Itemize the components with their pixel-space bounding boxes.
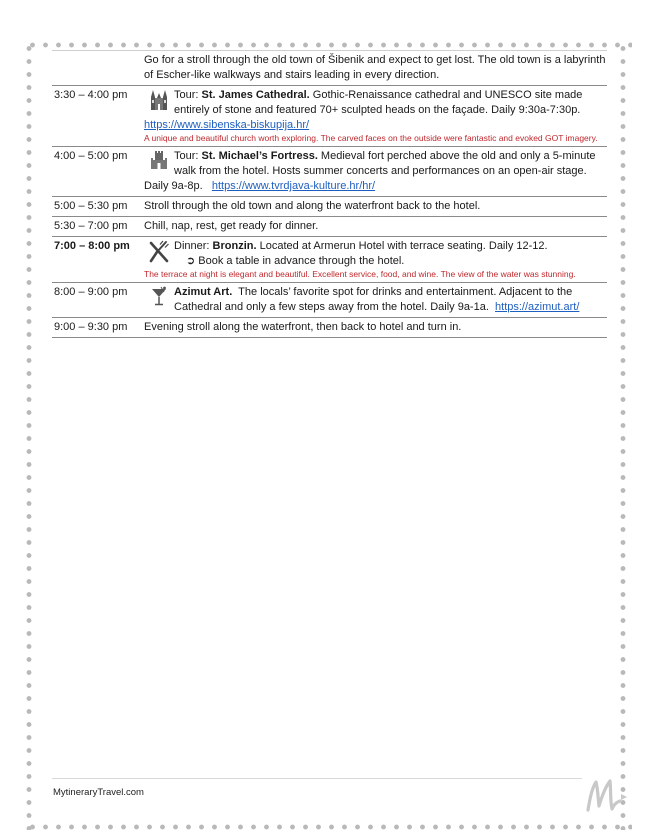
row-text: Stroll through the old town and along the waterfront back to the hotel. bbox=[144, 200, 481, 212]
row-text: Evening stroll along the waterfront, then back to hotel and turn in. bbox=[144, 321, 462, 333]
itinerary-row bbox=[52, 197, 607, 217]
row-lead: Tour: bbox=[174, 150, 202, 162]
row-lead: Dinner: bbox=[174, 240, 213, 252]
review-note: The terrace at night is elegant and beautiful. Excellent service, food, and wine. The view of the water was stunning. bbox=[144, 269, 576, 279]
row-detail: Medieval fort perched above the old and only a 5-minute walk from the hotel. Hosts summer concerts and performances on an open-air stage. bbox=[174, 150, 596, 177]
dotted-border-bottom bbox=[26, 824, 632, 830]
row-detail: Located at Armerun Hotel with terrace seating. Daily 12-12. bbox=[256, 240, 548, 252]
row-description bbox=[144, 199, 607, 214]
row-time bbox=[52, 53, 144, 83]
row-time: 4:00 – 5:00 pm bbox=[54, 150, 128, 162]
row-detail: The locals’ favorite spot for drinks and entertainment. Adjacent to the Cathedral and only a few steps away from the hotel. Daily 9a-1a. bbox=[174, 286, 576, 313]
booking-tip: ➲ Book a table in advance through the hotel. bbox=[186, 255, 405, 267]
row-description bbox=[144, 88, 607, 144]
row-description bbox=[144, 239, 607, 280]
cathedral-link[interactable]: https://www.sibenska-biskupija.hr/ bbox=[144, 119, 310, 131]
row-hours: Daily 9a-8p. bbox=[144, 180, 212, 192]
row-time: 5:30 – 7:00 pm bbox=[54, 220, 128, 232]
dotted-border-left bbox=[26, 42, 32, 830]
itinerary-row bbox=[52, 237, 607, 283]
footer-site[interactable]: MytineraryTravel.com bbox=[53, 787, 144, 798]
dotted-border-right bbox=[620, 42, 626, 830]
row-text bbox=[174, 285, 607, 315]
cocktail-icon bbox=[144, 285, 174, 315]
row-text: Chill, nap, rest, get ready for dinner. bbox=[144, 220, 319, 232]
row-description bbox=[144, 149, 607, 194]
row-time: 7:00 – 8:00 pm bbox=[54, 240, 130, 252]
itinerary-row bbox=[52, 217, 607, 237]
row-text bbox=[174, 88, 607, 118]
fork-knife-icon bbox=[144, 239, 174, 269]
row-text: Go for a stroll through the old town of Šibenik and expect to get lost. The old town is a labyrinth of Escher-like walkways and stairs leading in every direction. bbox=[144, 54, 606, 81]
m-logo-icon bbox=[582, 776, 632, 821]
itinerary-row bbox=[52, 86, 607, 147]
itinerary-row bbox=[52, 318, 607, 338]
place-name: St. James Cathedral. bbox=[201, 89, 310, 101]
itinerary-table bbox=[52, 50, 607, 338]
row-description bbox=[144, 320, 607, 335]
row-detail: Gothic-Renaissance cathedral and UNESCO site made entirely of stone and featured 70+ sculpted heads on the façade. Daily 9:30a-7:30p. bbox=[174, 89, 583, 116]
azimut-link[interactable]: https://azimut.art/ bbox=[495, 301, 580, 313]
row-lead: Tour: bbox=[174, 89, 202, 101]
place-name: St. Michael’s Fortress. bbox=[201, 150, 318, 162]
fortress-link[interactable]: https://www.tvrdjava-kulture.hr/hr/ bbox=[211, 180, 376, 192]
row-description bbox=[144, 285, 607, 315]
row-time: 3:30 – 4:00 pm bbox=[54, 89, 128, 101]
footer-divider bbox=[52, 778, 582, 779]
dotted-border-top bbox=[26, 42, 632, 48]
row-time: 9:00 – 9:30 pm bbox=[54, 321, 128, 333]
row-text bbox=[174, 149, 607, 179]
row-text bbox=[174, 239, 607, 269]
itinerary-row bbox=[52, 50, 607, 86]
cathedral-icon bbox=[144, 88, 174, 118]
row-description bbox=[144, 219, 607, 234]
review-note: A unique and beautiful church worth exploring. The carved faces on the outside were fantastic and evoked GOT imagery. bbox=[144, 133, 598, 143]
itinerary-row bbox=[52, 147, 607, 197]
row-description bbox=[144, 53, 607, 83]
row-time: 8:00 – 9:00 pm bbox=[54, 286, 128, 298]
row-time: 5:00 – 5:30 pm bbox=[54, 200, 128, 212]
fortress-icon bbox=[144, 149, 174, 179]
place-name: Azimut Art. bbox=[174, 286, 233, 298]
itinerary-row bbox=[52, 283, 607, 318]
place-name: Bronzin. bbox=[212, 240, 257, 252]
